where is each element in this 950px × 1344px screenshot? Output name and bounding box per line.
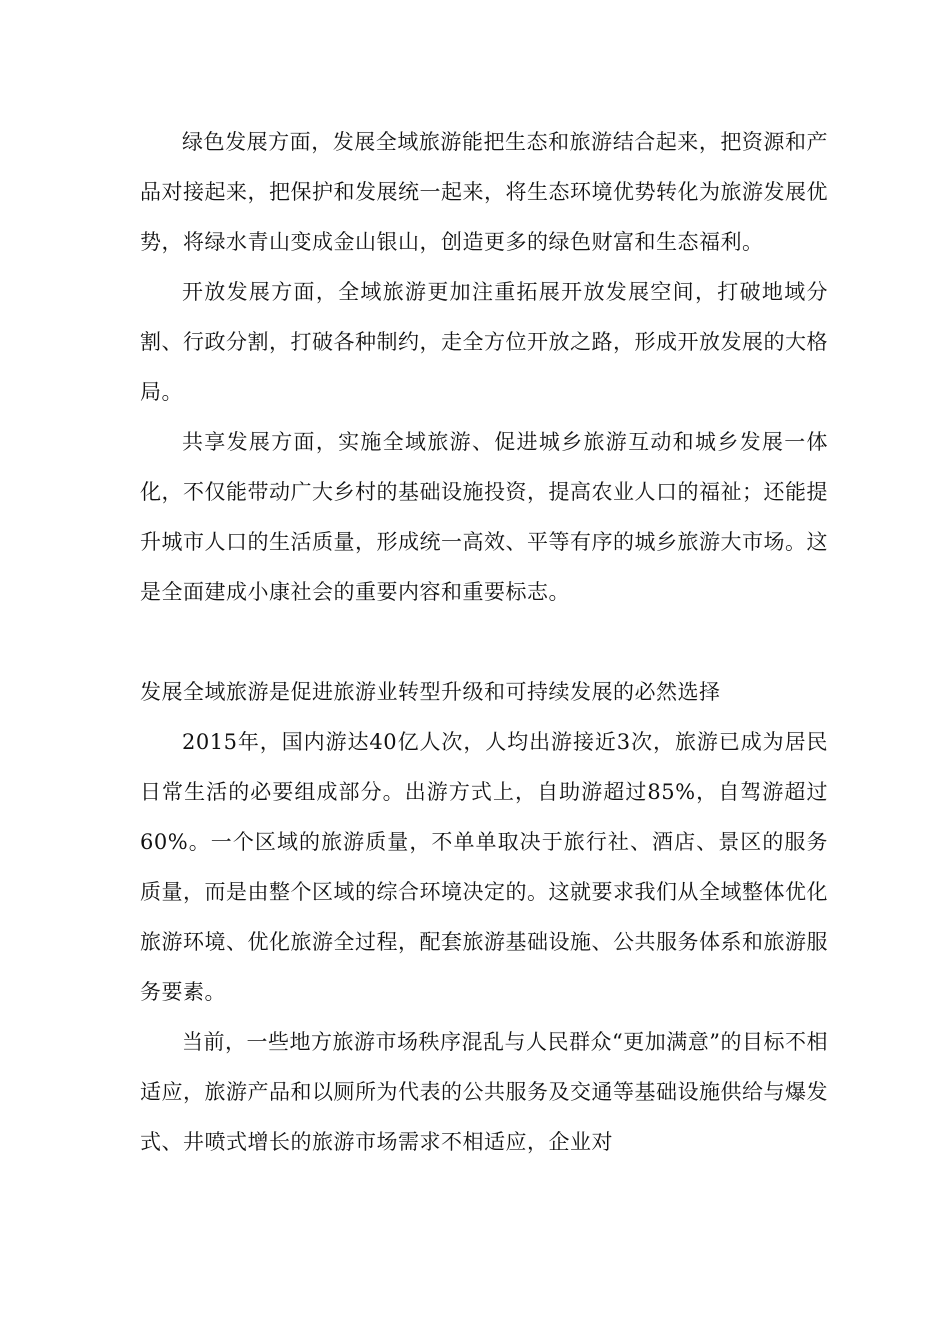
section-heading: 发展全域旅游是促进旅游业转型升级和可持续发展的必然选择 — [140, 680, 721, 704]
paragraph-current-situation: 当前，一些地方旅游市场秩序混乱与人民群众“更加满意”的目标不相适应，旅游产品和以厕所为代表的公共服务及交通等基础设施供给与爆发式、井喷式增长的旅游市场需求不相适应，企业对 — [140, 1030, 828, 1154]
paragraph-2015-statistics: 2015年，国内游达40亿人次，人均出游接近3次，旅游已成为居民日常生活的必要组成部分。出游方式上，自助游超过85%，自驾游超过60%。一个区域的旅游质量，不单单取决于旅行社、酒店、景区的服务质量，而是由整个区域的综合环境决定的。这就要求我们从全域整体优化旅游环境、优化旅游全过程，配套旅游基础设施、公共服务体系和旅游服务要素。 — [140, 730, 828, 1004]
paragraph-green-development: 绿色发展方面，发展全域旅游能把生态和旅游结合起来，把资源和产品对接起来，把保护和发展统一起来，将生态环境优势转化为旅游发展优势，将绿水青山变成金山银山，创造更多的绿色财富和生态福利。 — [140, 130, 828, 254]
paragraph-open-development: 开放发展方面，全域旅游更加注重拓展开放发展空间，打破地域分割、行政分割，打破各种制约，走全方位开放之路，形成开放发展的大格局。 — [140, 280, 828, 404]
document-page — [140, 117, 828, 1167]
paragraph-shared-development: 共享发展方面，实施全域旅游、促进城乡旅游互动和城乡发展一体化，不仅能带动广大乡村的基础设施投资，提高农业人口的福祉；还能提升城市人口的生活质量，形成统一高效、平等有序的城乡旅游大市场。这是全面建成小康社会的重要内容和重要标志。 — [140, 430, 828, 604]
